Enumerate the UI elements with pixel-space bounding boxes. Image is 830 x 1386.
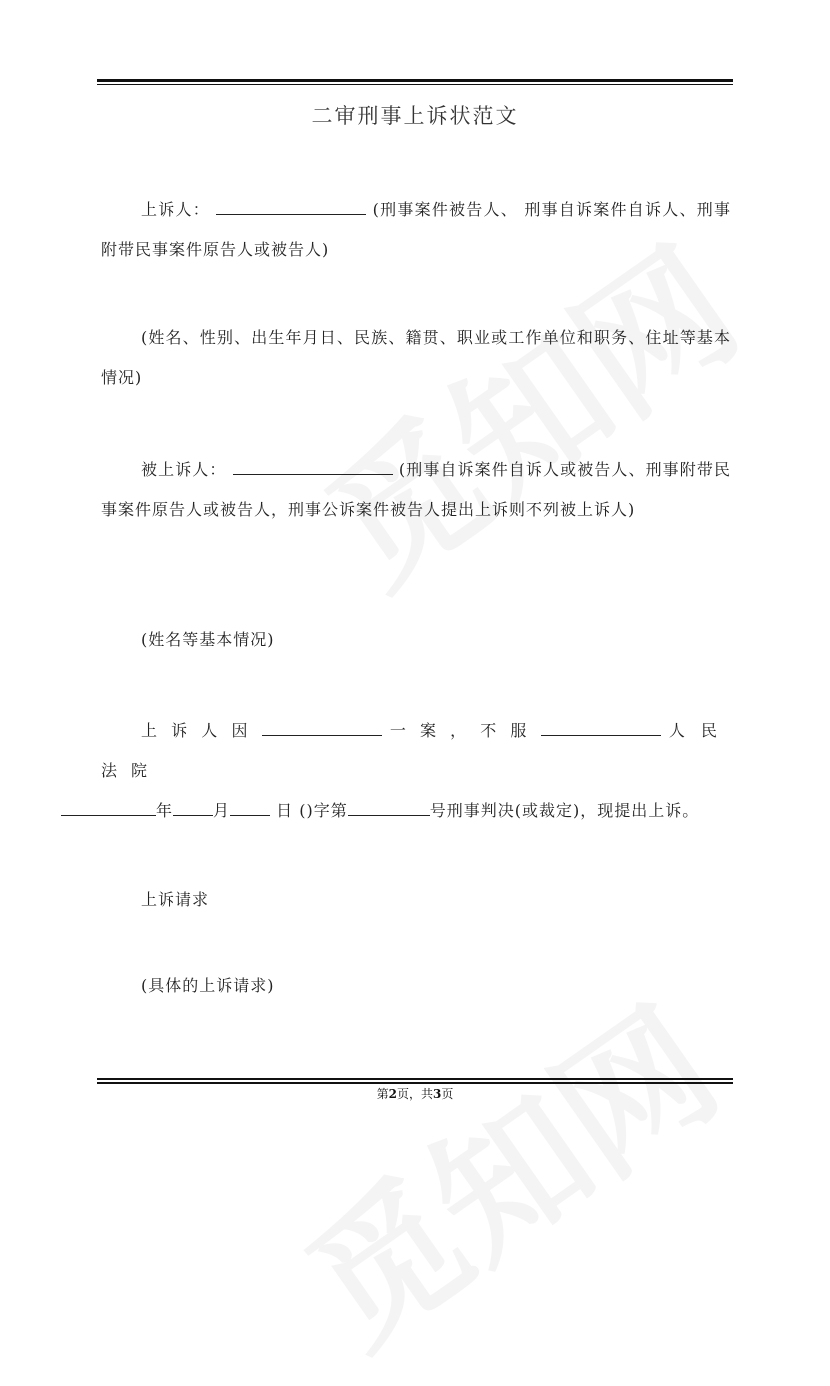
reason-text-7: ()字第: [299, 801, 348, 820]
appellant-info: (姓名、性别、出生年月日、民族、籍贯、职业或工作单位和职务、住址等基本情况): [101, 328, 731, 387]
month-blank: [173, 799, 213, 816]
case-blank: [262, 719, 382, 736]
reason-text-1: 上诉人因: [141, 721, 262, 740]
appellee-label: 被上诉人：: [141, 460, 227, 479]
appellant-label: 上诉人：: [141, 200, 210, 219]
current-page-number: 2: [388, 1087, 397, 1101]
footer-rule: [97, 1078, 733, 1084]
page-title: 二审刑事上诉状范文: [311, 104, 519, 128]
total-page-number: 3: [433, 1087, 442, 1101]
request-heading: 上诉请求: [141, 890, 210, 909]
reason-text-8: 号刑事判决(或裁定)，现提出上诉。: [429, 801, 700, 820]
reason-text-5: 月: [213, 801, 231, 820]
court-blank: [541, 719, 661, 736]
reason-text-3: 人民法院: [101, 721, 731, 780]
request-body: (具体的上诉请求): [141, 976, 275, 995]
appellee-paragraph: [101, 450, 731, 530]
reason-text-6: 日: [276, 801, 294, 820]
appellant-note: (刑事案件被告人、 刑事自诉案件自诉人、刑事附带民事案件原告人或被告人): [101, 200, 731, 259]
appellee-info: (姓名等基本情况): [141, 630, 275, 649]
reason-text-4: 年: [156, 801, 174, 820]
appellant-info-paragraph: [101, 318, 731, 398]
request-heading-paragraph: [101, 880, 731, 920]
day-blank: [230, 799, 270, 816]
request-body-paragraph: [101, 966, 731, 1006]
number-blank: [348, 799, 430, 816]
footer-middle: 页，共: [396, 1087, 433, 1101]
footer-suffix: 页: [441, 1087, 454, 1101]
year-blank: [61, 799, 156, 816]
page-footer: [97, 1085, 733, 1102]
header-rule: [97, 79, 733, 85]
appellee-info-paragraph: [101, 620, 731, 660]
footer-prefix: 第: [376, 1087, 389, 1101]
appellant-blank: [216, 198, 366, 215]
appeal-reason-paragraph: [101, 711, 731, 831]
appellee-blank: [233, 458, 393, 475]
watermark: [259, 950, 752, 1385]
appellant-paragraph: [101, 190, 731, 270]
appellee-note: (刑事自诉案件自诉人或被告人、刑事附带民事案件原告人或被告人，刑事公诉案件被告人提出上诉则不列被上诉人): [101, 460, 731, 519]
reason-text-2: 一案，不服: [389, 721, 541, 740]
